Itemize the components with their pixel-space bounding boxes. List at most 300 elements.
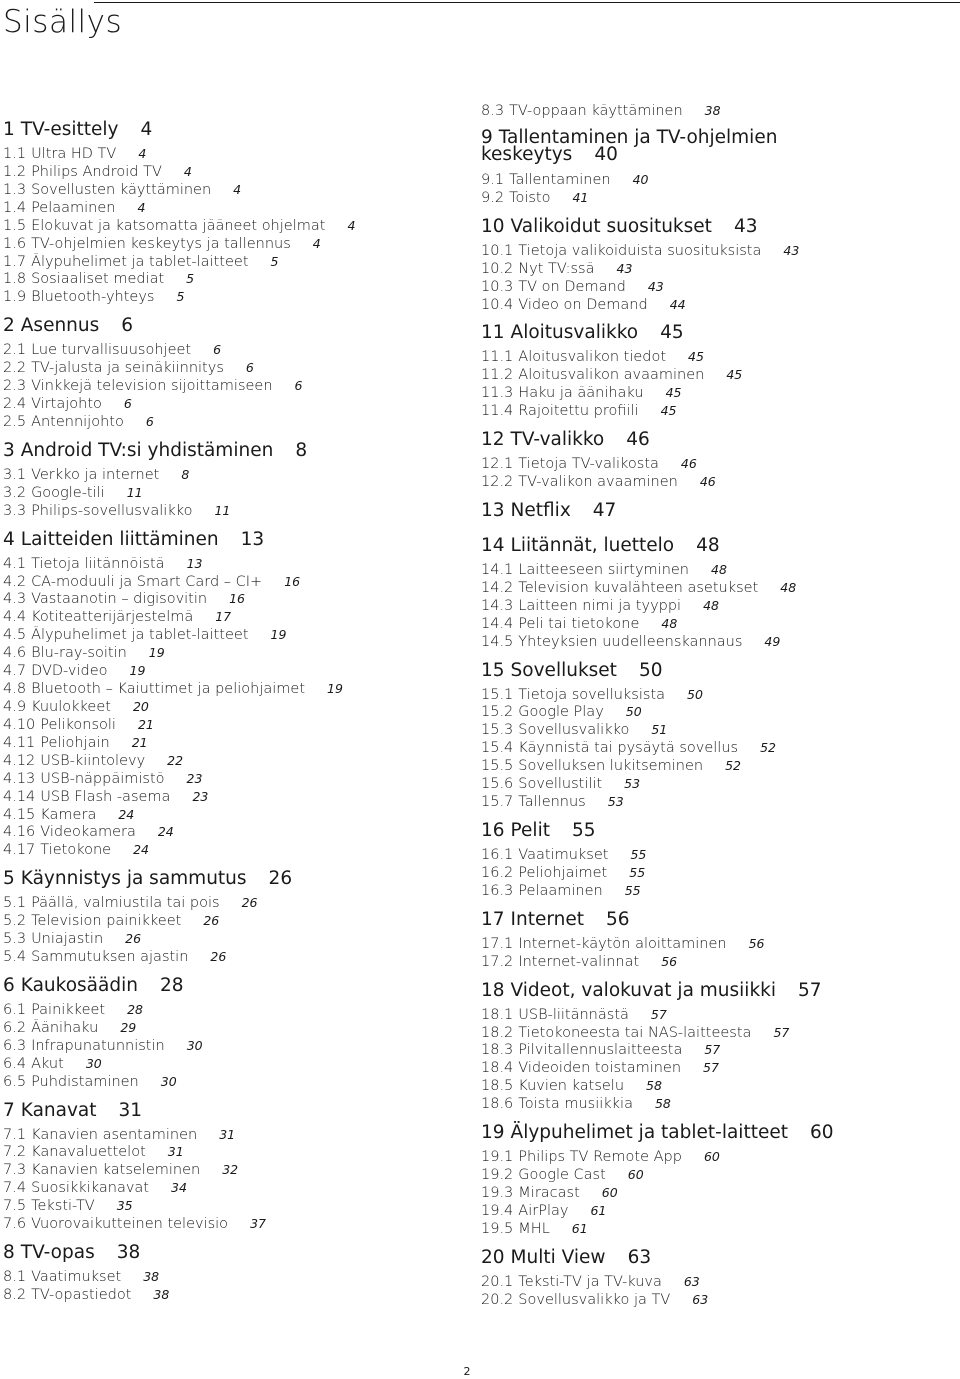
chapter-number: 17 [481,908,505,930]
entry-title: Uniajastin [31,931,104,948]
entry-title: Verkko ja internet [31,466,160,483]
chapter-page: 40 [594,143,618,165]
toc-entry[interactable] [481,1095,671,1113]
entry-page: 24 [157,824,174,840]
toc-entry[interactable] [3,1019,136,1037]
chapter-title: Älypuhelimet ja tablet-laitteet [510,1122,788,1144]
toc-entry[interactable] [3,1126,235,1144]
entry-title: Älypuhelimet ja tablet-laitteet [31,627,249,644]
toc-entry[interactable] [481,278,664,296]
entry-title: TV-jalusta ja seinäkiinnitys [31,360,224,377]
toc-entry[interactable] [3,841,149,859]
toc-entry[interactable] [481,1291,708,1309]
toc-entry[interactable] [481,384,681,402]
chapter-page: 60 [809,1122,834,1144]
toc-entry[interactable] [3,253,278,271]
entry-title: Sovellustilit [518,776,603,793]
entry-number: 18.6 [481,1096,514,1113]
entry-number: 1.9 [3,289,27,306]
entry-page: 5 [186,271,195,287]
entry-number: 2.2 [3,360,27,377]
toc-entry[interactable] [3,752,183,770]
entry-title: Laitteeseen siirtyminen [518,561,689,578]
entry-title: Google Cast [518,1167,606,1184]
entry-number: 1.8 [3,271,27,288]
toc-entry[interactable] [481,633,780,651]
chapter-number: 4 [3,528,15,550]
toc-entry[interactable] [3,270,194,288]
entry-title: Akut [31,1055,64,1072]
toc-entry[interactable] [481,1024,789,1042]
toc-entry[interactable] [3,359,254,377]
entry-number: 1.3 [3,181,27,198]
toc-entry[interactable] [481,793,624,811]
entry-page: 4 [347,217,356,233]
toc-entry[interactable] [3,662,145,680]
entry-page: 13 [186,555,203,571]
toc-entry[interactable] [481,1006,667,1024]
entry-page: 55 [624,882,641,898]
chapter-page: 8 [295,439,308,461]
entry-page: 50 [625,704,642,720]
toc-entry[interactable] [481,1220,588,1238]
toc-entry[interactable] [481,1184,618,1202]
chapter-heading[interactable] [481,820,596,842]
chapter-heading[interactable] [481,1122,834,1144]
chapter-title: Kaukosäädin [20,974,138,996]
entry-number: 11.2 [481,367,514,384]
toc-entry[interactable] [3,698,149,716]
toc-entry[interactable] [3,1215,266,1233]
toc-entry[interactable] [3,1179,187,1197]
entry-number: 9.2 [481,189,505,206]
entry-page: 8 [181,466,190,482]
toc-entry[interactable] [3,502,230,520]
toc-entry[interactable] [3,163,192,181]
entry-page: 43 [616,260,633,276]
chapter-page: 31 [118,1099,143,1121]
entry-page: 30 [85,1055,102,1071]
entry-page: 5 [176,289,185,305]
chapter-page: 13 [240,528,265,550]
entry-number: 2.5 [3,413,27,430]
entry-number: 5.3 [3,931,27,948]
chapter-page: 47 [592,499,617,521]
toc-entry[interactable] [481,171,649,189]
entry-number: 2.1 [3,342,27,359]
toc-entry[interactable] [481,242,799,260]
chapter-heading[interactable] [481,1247,651,1269]
toc-entry[interactable] [3,181,241,199]
entry-page: 35 [116,1198,133,1214]
chapter-heading[interactable] [3,315,133,337]
entry-page: 52 [760,740,776,756]
chapter-heading[interactable] [3,975,184,997]
entry-page: 49 [764,633,781,649]
toc-entry[interactable] [481,260,632,278]
toc-entry[interactable] [481,739,776,757]
chapter-title: Tallentaminen ja TV-ohjelmien keskeytys [481,126,778,165]
toc-entry[interactable] [481,1148,720,1166]
toc-entry[interactable] [481,615,677,633]
entry-page: 30 [186,1037,203,1053]
entry-number: 2.4 [3,396,27,413]
entry-title: Sovellusten käyttäminen [31,181,212,198]
entry-page: 26 [241,895,258,911]
toc-entry[interactable] [3,1037,203,1055]
entry-title: Vinkkejä television sijoittamiseen [31,378,273,395]
entry-title: Vastaanotin – digisovitin [31,591,208,608]
chapter-heading[interactable] [481,216,757,238]
toc-entry[interactable] [3,1143,184,1161]
chapter-heading[interactable] [3,1242,140,1264]
entry-page: 53 [624,776,641,792]
entry-title: Aloitusvalikon avaaminen [518,367,705,384]
toc-entry[interactable] [3,894,258,912]
entry-page: 51 [651,722,668,738]
entry-title: Videoiden toistaminen [518,1060,682,1077]
toc-entry[interactable] [3,1073,177,1091]
entry-title: Haku ja äänihaku [518,385,644,402]
entry-number: 4.13 [3,770,36,787]
entry-number: 7.5 [3,1198,27,1215]
entry-number: 17.1 [481,935,514,952]
entry-number: 8.3 [481,103,505,119]
chapter-heading[interactable] [3,1100,142,1122]
entry-page: 6 [145,413,154,429]
toc-entry[interactable] [481,1059,719,1077]
entry-number: 15.4 [481,740,514,757]
entry-page: 16 [229,591,245,607]
entry-page: 50 [687,686,703,702]
entry-page: 20 [132,699,149,714]
chapter-heading[interactable] [3,440,307,462]
entry-page: 63 [692,1291,709,1307]
entry-number: 5.4 [3,949,27,966]
toc-entry[interactable] [481,935,765,953]
entry-number: 4.9 [3,699,27,715]
entry-number: 11.1 [481,349,514,366]
toc-entry[interactable] [3,145,146,163]
entry-number: 4.17 [3,842,36,859]
toc-entry[interactable] [481,561,727,579]
toc-entry[interactable] [3,288,184,306]
entry-number: 15.7 [481,794,514,811]
entry-page: 45 [665,385,682,401]
toc-entry[interactable] [3,395,132,413]
chapter-title: Android TV:si yhdistäminen [20,439,274,461]
chapter-page: 48 [696,534,720,556]
entry-number: 17.2 [481,953,514,970]
chapter-heading[interactable] [481,909,630,931]
chapter-page: 57 [798,979,822,1001]
entry-page: 32 [222,1162,239,1178]
entry-page: 55 [630,847,647,862]
toc-entry[interactable] [481,882,641,900]
entry-title: Teksti-TV [31,1198,95,1215]
entry-title: Bluetooth – Kaiuttimet ja peliohjaimet [31,681,306,698]
entry-title: Blu-ray-soitin [31,645,127,662]
entry-number: 3.1 [3,466,27,483]
entry-title: Ultra HD TV [31,146,117,162]
chapter-heading[interactable] [3,119,152,141]
toc-entry[interactable] [3,235,321,253]
entry-title: USB-näppäimistö [40,770,165,787]
toc-entry[interactable] [481,686,703,704]
toc-entry[interactable] [481,1166,644,1184]
entry-page: 4 [137,199,146,215]
entry-page: 53 [607,794,624,810]
chapter-heading[interactable] [481,322,684,344]
entry-title: Internet-käytön aloittaminen [518,935,727,952]
chapter-number: 18 [481,979,505,1001]
entry-title: TV-ohjelmien keskeytys ja tallennus [31,235,291,252]
entry-number: 11.4 [481,403,514,420]
toc-entry[interactable] [3,1268,159,1286]
chapter-title: Liitännät, luettelo [510,534,675,556]
chapter-heading[interactable] [481,980,822,1002]
entry-page: 48 [661,615,678,631]
entry-title: Painikkeet [31,1001,106,1018]
entry-page: 11 [214,502,231,518]
entry-page: 23 [192,788,209,804]
entry-title: Tietokoneesta tai NAS-laitteesta [518,1024,752,1041]
entry-number: 20.2 [481,1291,514,1308]
entry-number: 6.2 [3,1019,27,1036]
toc-entry[interactable] [481,953,677,971]
entry-number: 4.12 [3,752,36,769]
toc-entry[interactable] [3,823,174,841]
toc-entry[interactable] [3,573,300,591]
entry-number: 10.1 [481,242,514,259]
entry-number: 4.1 [3,555,27,572]
entry-title: Video on Demand [518,296,648,313]
entry-number: 10.4 [481,296,514,313]
entry-number: 1.4 [3,199,27,216]
entry-number: 4.11 [3,734,36,751]
chapter-heading[interactable] [481,660,662,682]
toc-entry[interactable] [481,579,796,597]
entry-title: Kuulokkeet [31,699,111,715]
chapter-title: TV-esittely [20,119,119,140]
entry-number: 14.4 [481,615,514,632]
toc-entry[interactable] [3,341,221,359]
chapter-heading[interactable] [3,529,264,551]
toc-entry[interactable] [3,770,202,788]
chapter-number: 15 [481,659,505,681]
chapter-number: 16 [481,820,505,841]
toc-entry[interactable] [481,473,716,491]
toc-entry[interactable] [3,484,143,502]
toc-entry[interactable] [481,189,588,207]
entry-page: 52 [725,758,741,774]
toc-entry[interactable] [3,626,286,644]
entry-title: AirPlay [518,1202,569,1219]
toc-entry[interactable] [3,930,141,948]
entry-number: 18.2 [481,1024,514,1041]
entry-title: Pilvitallennuslaitteesta [518,1042,683,1059]
entry-number: 7.1 [3,1126,27,1143]
toc-entry[interactable] [481,102,721,120]
entry-number: 7.4 [3,1180,27,1197]
chapter-number: 12 [481,429,505,451]
toc-entry[interactable] [481,1202,606,1220]
chapter-heading[interactable] [481,500,616,522]
entry-page: 63 [683,1273,700,1289]
entry-number: 12.2 [481,474,514,491]
entry-page: 44 [669,296,686,312]
entry-title: Television kuvalähteen asetukset [518,579,759,596]
entry-number: 16.2 [481,864,514,881]
toc-entry[interactable] [481,366,742,384]
toc-entry[interactable] [3,644,165,662]
entry-page: 56 [661,953,678,969]
chapter-heading[interactable] [481,429,650,451]
entry-title: Google-tili [31,484,105,501]
entry-page: 57 [650,1006,667,1022]
entry-title: Tietoja valikoiduista suosituksista [518,242,762,259]
toc-entry[interactable] [3,1197,133,1215]
chapter-number: 8 [3,1242,15,1264]
entry-title: Nyt TV:ssä [518,260,595,277]
toc-entry[interactable] [481,455,697,473]
toc-entry[interactable] [3,217,355,235]
toc-entry[interactable] [481,864,645,882]
toc-entry[interactable] [481,296,686,314]
entry-page: 31 [167,1144,184,1160]
toc-entry[interactable] [3,1161,238,1179]
entry-title: Toisto [509,189,551,206]
entry-page: 24 [133,842,149,858]
entry-page: 6 [123,396,132,412]
entry-title: Peliohjain [40,734,110,751]
toc-entry[interactable] [481,348,704,366]
entry-title: TV-oppaan käyttäminen [509,103,683,119]
toc-entry[interactable] [3,1055,102,1073]
toc-entry[interactable] [3,680,343,698]
chapter-title: TV-valikko [510,429,605,451]
toc-entry[interactable] [481,703,642,721]
entry-title: Internet-valinnat [518,953,640,970]
entry-number: 6.4 [3,1055,27,1072]
entry-number: 19.3 [481,1184,514,1201]
toc-entry[interactable] [481,721,667,739]
entry-number: 4.4 [3,609,27,626]
entry-number: 8.2 [3,1287,27,1303]
toc-entry[interactable] [481,1273,700,1291]
entry-number: 19.1 [481,1149,514,1166]
entry-page: 57 [703,1060,719,1076]
toc-entry[interactable] [481,1041,720,1059]
chapter-page: 6 [121,315,134,337]
toc-entry[interactable] [3,466,189,484]
chapter-heading[interactable] [481,535,720,557]
toc-entry[interactable] [3,806,134,824]
toc-entry[interactable] [3,912,219,930]
entry-page: 48 [703,597,719,613]
chapter-page: 4 [140,119,153,140]
chapter-number: 14 [481,534,505,556]
entry-title: Elokuvat ja katsomatta jääneet ohjelmat [31,217,326,234]
toc-entry[interactable] [481,597,719,615]
entry-title: Vuorovaikutteinen televisio [31,1216,229,1233]
toc-entry[interactable] [3,788,208,806]
entry-number: 1.6 [3,235,27,252]
toc-entry[interactable] [3,1001,143,1019]
entry-page: 60 [703,1149,720,1165]
entry-number: 4.10 [3,716,36,733]
toc-entry[interactable] [481,402,677,420]
entry-page: 19 [327,681,343,697]
entry-title: Infrapunatunnistin [31,1037,165,1054]
entry-title: Sovellusvalikko ja TV [518,1291,671,1308]
chapter-page: 43 [733,215,758,237]
toc-entry[interactable] [3,608,231,626]
toc-entry[interactable] [481,757,741,775]
toc-entry[interactable] [3,734,148,752]
entry-number: 4.2 [3,573,27,590]
toc-entry[interactable] [3,948,226,966]
chapter-number: 5 [3,868,15,890]
toc-entry[interactable] [3,555,202,573]
chapter-title: TV-opas [20,1242,95,1264]
chapter-heading[interactable] [481,126,901,165]
header-rule [94,2,960,3]
chapter-number: 19 [481,1122,505,1144]
toc-entry[interactable] [3,377,302,395]
toc-entry[interactable] [3,1286,169,1304]
entry-page: 17 [215,609,232,625]
entry-title: Pelaaminen [518,882,603,899]
toc-entry[interactable] [481,1077,662,1095]
entry-title: Videokamera [40,824,136,841]
toc-entry[interactable] [3,413,154,431]
entry-number: 6.5 [3,1073,27,1090]
entry-number: 4.3 [3,591,27,608]
entry-title: Tietokone [40,842,112,859]
toc-entry[interactable] [3,716,154,734]
entry-number: 14.2 [481,579,514,596]
entry-page: 43 [783,242,800,258]
entry-page: 58 [646,1078,662,1094]
entry-title: DVD-video [31,663,108,680]
entry-title: Laitteen nimi ja tyyppi [518,597,682,614]
entry-title: Philips TV Remote App [518,1149,682,1166]
entry-page: 5 [270,253,279,269]
entry-number: 3.2 [3,484,27,501]
chapter-title: Multi View [510,1246,606,1268]
entry-page: 31 [219,1126,236,1142]
toc-entry[interactable] [481,846,646,864]
entry-page: 60 [601,1184,618,1200]
entry-title: Google Play [518,704,604,721]
entry-title: Sammutuksen ajastin [31,949,189,966]
entry-number: 5.2 [3,913,27,930]
chapter-number: 7 [3,1099,15,1121]
entry-title: Älypuhelimet ja tablet-laitteet [31,253,249,270]
chapter-page: 63 [627,1246,652,1268]
entry-title: CA-moduuli ja Smart Card – CI+ [31,573,263,590]
toc-entry[interactable] [3,199,145,217]
entry-title: Aloitusvalikon tiedot [518,349,667,366]
entry-page: 19 [270,627,287,643]
chapter-heading[interactable] [3,868,292,890]
entry-page: 61 [571,1220,588,1236]
entry-title: Puhdistaminen [31,1073,139,1090]
toc-entry[interactable] [3,590,245,608]
toc-entry[interactable] [481,775,640,793]
entry-page: 4 [233,181,242,197]
